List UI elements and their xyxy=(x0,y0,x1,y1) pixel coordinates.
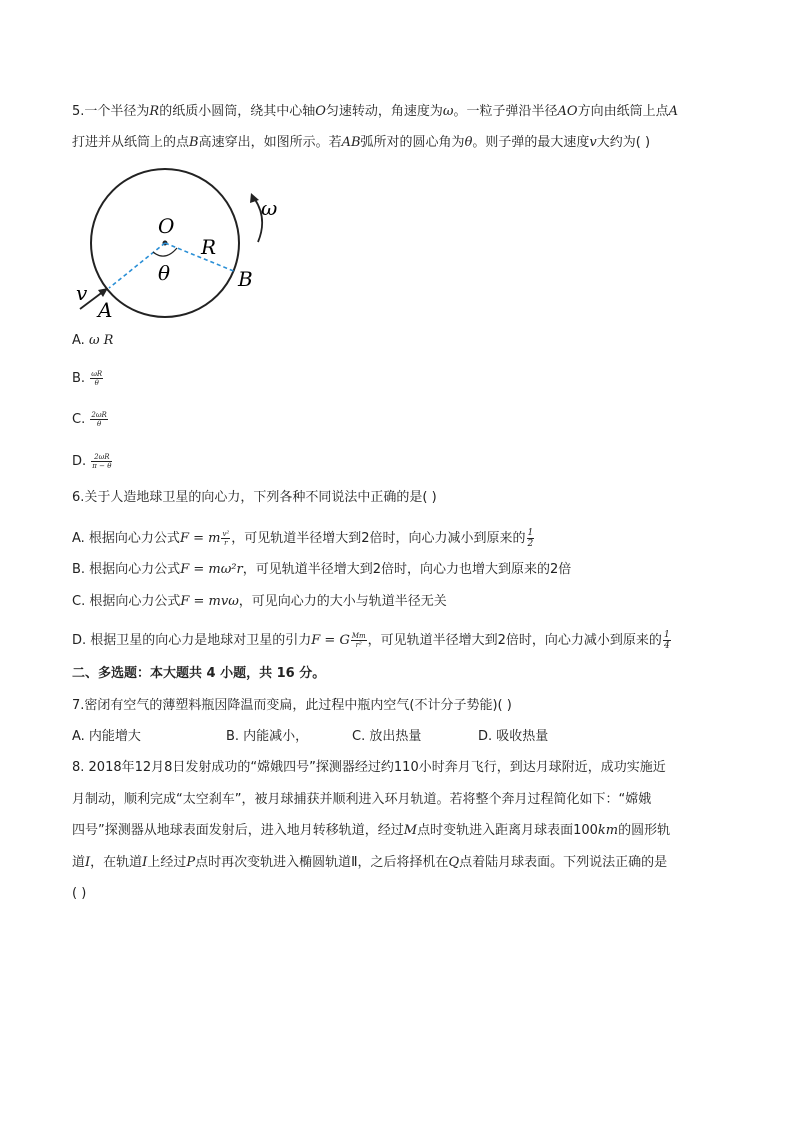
ratio-fraction xyxy=(663,630,671,651)
q8-stem-line2: 月制动，顺利完成“太空刹车”，被月球捕获并顺利进入环月轨道。若将整个奔月过程简化如下：“嫦娥 xyxy=(72,792,652,807)
formula-fraction xyxy=(351,632,367,649)
q5-symbol: AO xyxy=(557,104,578,119)
label-b: B xyxy=(238,267,253,291)
q8-stem-line4 xyxy=(72,855,667,871)
option-text: ，可见向心力的大小与轨道半径无关 xyxy=(238,594,447,609)
omega-arrow-head xyxy=(250,193,259,203)
fraction-numerator: 2ωR xyxy=(91,411,107,419)
label-v: v xyxy=(76,281,88,305)
q5-text: 方向由纸筒上点 xyxy=(577,104,669,119)
formula: F = m xyxy=(179,531,221,546)
fraction-denominator: 4 xyxy=(663,641,670,651)
option-label: A. xyxy=(72,333,85,348)
q7-option-b[interactable]: B. 内能减小， xyxy=(226,729,309,744)
q5-figure xyxy=(70,166,300,326)
q5-option-b[interactable] xyxy=(72,370,104,387)
fraction-denominator: π − θ xyxy=(92,462,112,470)
label-theta: θ xyxy=(158,261,171,285)
q8-text: ，在轨道 xyxy=(90,855,143,870)
fraction-denominator: θ xyxy=(94,379,99,387)
q7-stem: 7.密闭有空气的薄塑料瓶因降温而变扁，此过程中瓶内空气(不计分子势能)( ) xyxy=(72,698,512,713)
option-text: D. 根据卫星的向心力是地球对卫星的引力 xyxy=(72,633,312,648)
q6-option-c[interactable] xyxy=(72,594,447,610)
q6-option-d[interactable] xyxy=(72,630,672,651)
q5-option-c[interactable] xyxy=(72,411,109,428)
q8-text: 点着陆月球表面。下列说法正确的是 xyxy=(459,855,668,870)
q5-symbol: AB xyxy=(341,135,361,150)
label-o: O xyxy=(158,214,175,238)
q6-option-a[interactable] xyxy=(72,528,535,549)
q8-symbol: I xyxy=(85,855,91,870)
q8-text: 的圆形轨 xyxy=(618,823,671,838)
q5-text: 打进并从纸筒上的点 xyxy=(72,135,190,150)
option-text: C. 根据向心力公式 xyxy=(72,594,181,609)
option-fraction xyxy=(90,370,103,387)
q5-text: 。一粒子弹沿半径 xyxy=(453,104,558,119)
fraction-denominator: θ xyxy=(96,420,102,428)
q5-text: 。则子弹的最大速度 xyxy=(472,135,590,150)
q8-stem-line1: 8. 2018年12月8日发射成功的“嫦娥四号”探测器经过约110小时奔月飞行，到达月球附近，成功实施近 xyxy=(72,760,666,775)
q5-stem-line2 xyxy=(72,135,650,151)
formula: F = G xyxy=(311,633,350,648)
q8-symbol: km xyxy=(597,823,619,838)
label-omega: ω xyxy=(261,196,278,220)
q5-text: 5.一个半径为 xyxy=(72,104,150,119)
fraction-denominator: r² xyxy=(355,641,362,649)
q5-symbol: v xyxy=(589,135,597,150)
fraction-numerator: 2ωR xyxy=(91,453,112,462)
option-fraction xyxy=(91,453,112,470)
q7-option-d[interactable]: D. 吸收热量 xyxy=(478,729,549,744)
q5-stem-line1 xyxy=(72,104,678,120)
label-a: A xyxy=(98,298,113,322)
q5-text: 的纸质小圆筒，绕其中心轴 xyxy=(159,104,316,119)
q8-text: 点时再次变轨进入椭圆轨道Ⅱ，之后将择机在 xyxy=(195,855,449,870)
q8-stem-line3 xyxy=(72,823,670,839)
velocity-arrow-head xyxy=(98,288,108,297)
q8-text: 上经过 xyxy=(147,855,187,870)
q5-symbol: B xyxy=(189,135,199,150)
formula: F = mvω xyxy=(180,594,239,609)
q8-text: 道 xyxy=(72,855,86,870)
q5-text: 高速穿出，如图所示。若 xyxy=(198,135,342,150)
label-r: R xyxy=(201,235,217,259)
q5-symbol: A xyxy=(668,104,678,119)
option-text: ，可见轨道半径增大到2倍时，向心力减小到原来的 xyxy=(231,531,526,546)
q5-symbol: O xyxy=(315,104,326,119)
q6-option-b[interactable] xyxy=(72,562,571,578)
option-label: B. xyxy=(72,371,86,386)
fraction-numerator: ωR xyxy=(91,370,103,378)
q8-symbol: I xyxy=(142,855,148,870)
q7-options-row xyxy=(72,729,712,745)
q7-option-c[interactable]: C. 放出热量 xyxy=(352,729,422,744)
q5-symbol: θ xyxy=(464,135,473,150)
option-label: C. xyxy=(72,412,86,427)
option-label: D. xyxy=(72,454,87,469)
option-text: ，可见轨道半径增大到2倍时，向心力也增大到原来的2倍 xyxy=(242,562,572,577)
option-fraction xyxy=(90,411,107,428)
formula: F = mω²r xyxy=(180,562,243,577)
radius-oa-dashed xyxy=(109,243,165,288)
q5-option-d[interactable] xyxy=(72,453,113,470)
option-text: ，可见轨道半径增大到2倍时，向心力减小到原来的 xyxy=(367,633,662,648)
section-heading-multiple-choice: 二、多选题：本大题共 4 小题，共 16 分。 xyxy=(72,666,326,681)
formula-fraction xyxy=(221,530,230,547)
q5-text: 匀速转动，角速度为 xyxy=(325,104,443,119)
q8-text: 点时变轨进入距离月球表面100 xyxy=(417,823,598,838)
q5-option-a[interactable] xyxy=(72,333,113,349)
q5-text: 大约为( ) xyxy=(596,135,651,150)
q6-stem: 6.关于人造地球卫星的向心力，下列各种不同说法中正确的是( ) xyxy=(72,490,437,505)
fraction-numerator: Mm xyxy=(351,632,366,640)
option-text: B. 根据向心力公式 xyxy=(72,562,181,577)
fraction-numerator: 1 xyxy=(527,528,534,538)
fraction-numerator: v² xyxy=(222,530,230,538)
option-expression: ω R xyxy=(88,333,114,348)
fraction-denominator: r xyxy=(224,539,228,547)
q7-option-a[interactable]: A. 内能增大 xyxy=(72,729,141,744)
q5-symbol: R xyxy=(149,104,160,119)
q8-symbol: Q xyxy=(448,855,460,870)
fraction-denominator: 2 xyxy=(527,539,534,549)
fraction-numerator: 1 xyxy=(663,630,670,640)
q5-symbol: ω xyxy=(442,104,454,119)
option-text: A. 根据向心力公式 xyxy=(72,531,180,546)
ratio-fraction xyxy=(527,528,535,549)
q8-symbol: P xyxy=(186,855,196,870)
q8-answer-blank: ( ) xyxy=(72,886,87,901)
q5-text: 弧所对的圆心角为 xyxy=(360,135,465,150)
q8-symbol: M xyxy=(403,823,418,838)
q8-text: 四号”探测器从地球表面发射后，进入地月转移轨道，经过 xyxy=(72,823,404,838)
